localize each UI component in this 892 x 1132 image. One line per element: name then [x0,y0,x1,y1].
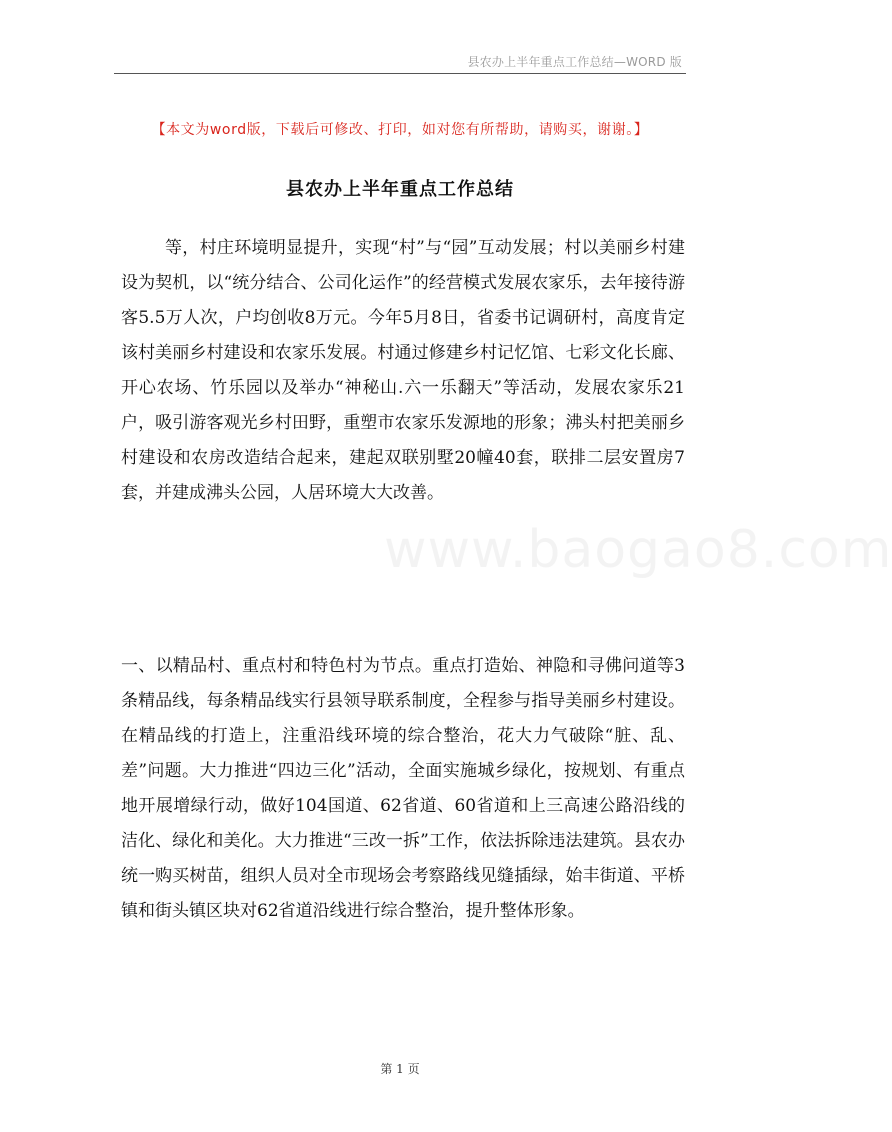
watermark: www.baogao8.com [384,520,892,580]
purchase-notice: 【本文为word版，下载后可修改、打印，如对您有所帮助，请购买，谢谢。】 [151,122,649,138]
document-title: 县农办上半年重点工作总结 [286,179,514,200]
body-paragraph-1: 等，村庄环境明显提升，实现“村”与“园”互动发展；村以美丽乡村建设为契机，以“统分结合、公司化运作”的经营模式发展农家乐，去年接待游客5.5万人次，户均创收8万元。今年5月8日，省委书记调研村，高度肯定该村美丽乡村建设和农家乐发展。村通过修建乡村记忆馆、七彩文化长廊、开心农场、竹乐园以及举办“神秘山.六一乐翻天”等活动，发展农家乐21户，吸引游客观光乡村田野，重塑市农家乐发源地的形象；沸头村把美丽乡村建设和农房改造结合起来，建起双联别墅20幢40套，联排二层安置房7套，并建成沸头公园，人居环境大大改善。 [121,238,685,503]
body-paragraph-2: 一、以精品村、重点村和特色村为节点。重点打造始、神隐和寻佛问道等3条精品线，每条精品线实行县领导联系制度，全程参与指导美丽乡村建设。在精品线的打造上，注重沿线环境的综合整治，花大力气破除“脏、乱、差”问题。大力推进“四边三化”活动，全面实施城乡绿化，按规划、有重点地开展增绿行动，做好104国道、62省道、60省道和上三高速公路沿线的洁化、绿化和美化。大力推进“三改一拆”工作，依法拆除违法建筑。县农办统一购买树苗，组织人员对全市现场会考察路线见缝插绿，始丰街道、平桥镇和街头镇区块对62省道沿线进行综合整治，提升整体形象。 [121,656,685,921]
header-divider [114,73,686,74]
page-number: 第 1 页 [380,1062,420,1076]
running-header: 县农办上半年重点工作总结—WORD 版 [467,55,682,69]
